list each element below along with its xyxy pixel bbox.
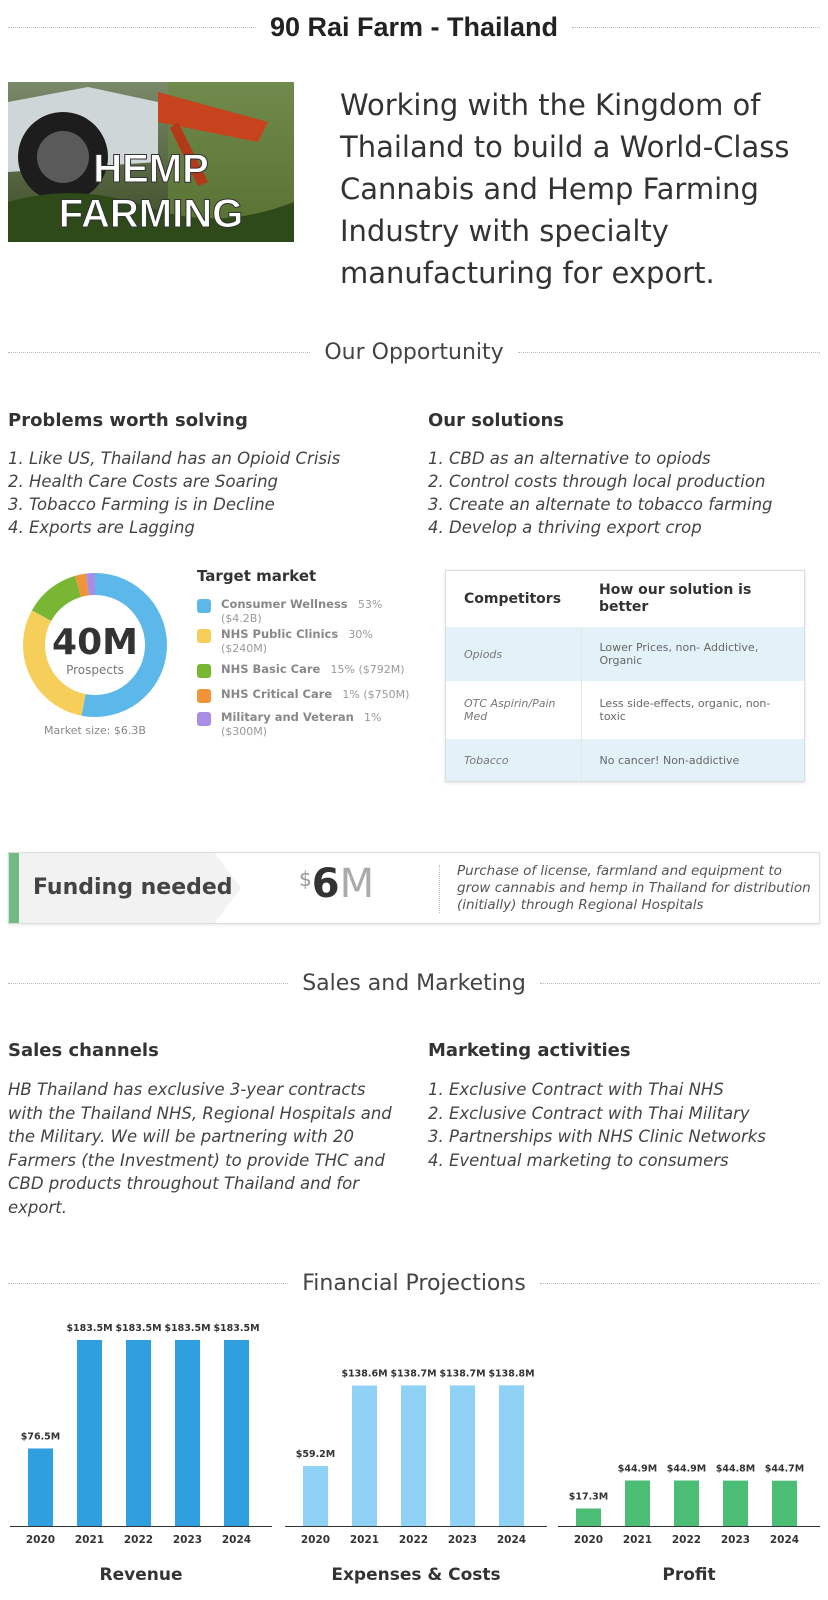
list-item: 3. Partnerships with NHS Clinic Networks xyxy=(428,1127,766,1146)
hero-tagline: Working with the Kingdom of Thailand to build a World-Class Cannabis and Hemp Farming Industry with specialty manufacturing for export. xyxy=(340,88,790,290)
competitor-cell: Opiods xyxy=(446,627,581,681)
competitors-table-card xyxy=(445,570,805,782)
table-row xyxy=(446,681,804,739)
column-header-competitors: Competitors xyxy=(464,590,562,607)
list-item: 4. Eventual marketing to consumers xyxy=(428,1150,729,1170)
funding-description: Purchase of license, farmland and equipment to grow cannabis and hemp in Thailand for distribution (initially) through Regional Hospitals xyxy=(457,863,811,913)
legend-swatch xyxy=(197,599,211,613)
data-label: $138.7M xyxy=(439,1368,486,1380)
data-label: $59.2M xyxy=(295,1448,336,1460)
table-row xyxy=(446,627,804,681)
bar xyxy=(499,1385,524,1526)
bar xyxy=(576,1508,601,1526)
legend-share: 1% xyxy=(364,711,382,724)
x-tick-label: 2024 xyxy=(221,1534,252,1546)
section-heading-sales xyxy=(8,968,820,998)
list-item: 2. Control costs through local production xyxy=(428,472,766,491)
bar xyxy=(352,1386,377,1526)
donut-center-label: Prospects xyxy=(66,663,124,677)
legend-swatch xyxy=(197,712,211,726)
marketing-list xyxy=(428,1078,818,1172)
bar xyxy=(625,1480,650,1526)
rule-left xyxy=(8,983,288,984)
x-tick-label: 2022 xyxy=(671,1534,702,1546)
data-label: $138.6M xyxy=(341,1368,388,1380)
advantage-cell: Less side-effects, organic, non-toxic xyxy=(599,697,771,723)
legend-name: Consumer Wellness xyxy=(221,597,348,611)
competitors-table xyxy=(446,571,804,781)
legend-swatch xyxy=(197,689,211,703)
x-tick-label: 2020 xyxy=(25,1534,56,1546)
legend-swatch xyxy=(197,664,211,678)
data-label: $44.8M xyxy=(715,1463,756,1475)
legend-share: 53% xyxy=(357,598,383,611)
list-item: 3. Create an alternate to tobacco farming xyxy=(428,495,773,514)
rule-right xyxy=(540,983,820,984)
legend-name: NHS Critical Care xyxy=(221,687,333,701)
data-label: $183.5M xyxy=(115,1323,162,1334)
legend-value: ($4.2B) xyxy=(221,612,262,625)
market-size: Market size: $6.3B xyxy=(44,724,146,737)
legend-share: 1% ($750M) xyxy=(342,688,410,701)
expenses-bar-chart xyxy=(285,1330,547,1550)
profit-chart-title: Profit xyxy=(662,1565,716,1585)
funding-label: Funding needed xyxy=(33,875,233,900)
bar xyxy=(77,1340,102,1526)
funding-number: 6 xyxy=(311,861,340,907)
x-tick-label: 2021 xyxy=(622,1534,653,1546)
data-label: $76.5M xyxy=(20,1431,61,1443)
revenue-chart-title: Revenue xyxy=(99,1565,183,1585)
x-tick-label: 2022 xyxy=(398,1534,429,1546)
bar xyxy=(126,1340,151,1526)
x-tick-label: 2023 xyxy=(447,1534,478,1546)
funding-currency: $ xyxy=(299,867,312,891)
problems-heading: Problems worth solving xyxy=(8,410,248,431)
title-rule-left xyxy=(8,27,256,28)
x-tick-label: 2024 xyxy=(496,1534,527,1546)
advantage-cell: No cancer! Non-addictive xyxy=(581,739,804,781)
funding-divider xyxy=(439,865,440,913)
list-item: 2. Exclusive Contract with Thai Military xyxy=(428,1103,750,1123)
legend-name: NHS Public Clinics xyxy=(221,627,339,641)
bar xyxy=(224,1340,249,1526)
competitor-cell: OTC Aspirin/Pain Med xyxy=(446,681,581,739)
data-label: $44.9M xyxy=(617,1463,658,1475)
revenue-bar-chart xyxy=(10,1323,272,1550)
legend-name: Military and Veteran xyxy=(221,710,354,724)
section-heading-financials xyxy=(8,1268,820,1298)
x-tick-label: 2021 xyxy=(349,1534,380,1546)
bar xyxy=(175,1340,200,1526)
x-tick-label: 2024 xyxy=(769,1534,800,1546)
list-item: 3. Tobacco Farming is in Decline xyxy=(8,495,275,514)
competitor-cell: Tobacco xyxy=(446,739,581,781)
legend-share: 15% ($792M) xyxy=(330,663,405,676)
bar xyxy=(674,1480,699,1526)
list-item: 1. Like US, Thailand has an Opioid Crisis xyxy=(8,449,341,468)
page-title-row xyxy=(8,12,820,42)
legend-value: ($240M) xyxy=(221,642,268,655)
list-item: 4. Develop a thriving export crop xyxy=(428,518,702,537)
legend-name: NHS Basic Care xyxy=(221,662,321,676)
bar xyxy=(772,1481,797,1526)
solutions-list xyxy=(428,447,818,539)
legend-share: 30% xyxy=(348,628,373,641)
list-item: 1. Exclusive Contract with Thai NHS xyxy=(428,1080,724,1099)
funding-accent-bar xyxy=(9,853,19,923)
list-item: 2. Health Care Costs are Soaring xyxy=(8,472,279,491)
sales-channels-text: HB Thailand has exclusive 3-year contracts with the Thailand NHS, Regional Hospitals and the Military. We will be partnering with 20 Farmers (the Investment) to provide THC and CBD products throughout Thailand and for export. xyxy=(8,1080,392,1217)
funding-needed-card xyxy=(8,852,820,924)
legend-value: ($300M) xyxy=(221,725,268,738)
legend-item xyxy=(197,687,412,710)
data-label: $138.8M xyxy=(488,1368,535,1380)
target-market-donut xyxy=(20,570,170,720)
column-header-advantage: How our solution is better xyxy=(599,582,752,615)
table-row xyxy=(446,739,804,781)
data-label: $138.7M xyxy=(390,1368,437,1380)
data-label: $183.5M xyxy=(164,1323,211,1334)
donut-slice xyxy=(32,576,81,621)
x-tick-label: 2022 xyxy=(123,1534,154,1546)
legend-item xyxy=(197,597,412,627)
advantage-cell: Lower Prices, non- Addictive, Organic xyxy=(581,627,804,681)
legend-swatch xyxy=(197,629,211,643)
hemp-farming-image xyxy=(8,82,294,242)
page-title: 90 Rai Farm - Thailand xyxy=(269,11,559,42)
legend-item xyxy=(197,662,412,687)
bar xyxy=(723,1481,748,1526)
bar xyxy=(401,1385,426,1526)
rule-right xyxy=(518,352,820,353)
x-tick-label: 2023 xyxy=(720,1534,751,1546)
x-tick-label: 2020 xyxy=(573,1534,604,1546)
table-header-row xyxy=(446,571,804,627)
image-text-hemp: HEMP xyxy=(93,147,209,191)
legend-item xyxy=(197,627,412,662)
list-item: 1. CBD as an alternative to opiods xyxy=(428,449,711,468)
expenses-chart-title: Expenses & Costs xyxy=(331,1565,501,1585)
title-rule-right xyxy=(572,27,820,28)
data-label: $183.5M xyxy=(213,1323,260,1334)
problems-list xyxy=(8,447,408,539)
data-label: $44.7M xyxy=(764,1463,805,1475)
legend-item xyxy=(197,710,412,740)
profit-bar-chart xyxy=(558,1330,820,1550)
data-label: $44.9M xyxy=(666,1463,707,1475)
marketing-heading: Marketing activities xyxy=(428,1040,631,1061)
sales-heading: Sales and Marketing xyxy=(302,970,526,996)
x-tick-label: 2023 xyxy=(172,1534,203,1546)
target-market-heading: Target market xyxy=(197,567,317,585)
funding-amount xyxy=(299,861,419,907)
target-market-legend xyxy=(197,597,412,740)
image-text-farming: FARMING xyxy=(58,192,244,236)
list-item: 4. Exports are Lagging xyxy=(8,518,195,537)
donut-center-value: 40M xyxy=(52,622,138,663)
rule-right xyxy=(540,1283,820,1284)
x-tick-label: 2020 xyxy=(300,1534,331,1546)
bar xyxy=(28,1448,53,1526)
sales-channels-heading: Sales channels xyxy=(8,1040,159,1061)
data-label: $183.5M xyxy=(66,1323,113,1334)
rule-left xyxy=(8,1283,288,1284)
bar xyxy=(450,1385,475,1526)
rule-left xyxy=(8,352,310,353)
solutions-heading: Our solutions xyxy=(428,410,564,431)
bar xyxy=(303,1466,328,1526)
financials-heading: Financial Projections xyxy=(302,1270,526,1296)
opportunity-heading: Our Opportunity xyxy=(324,339,504,365)
data-label: $17.3M xyxy=(568,1491,609,1503)
x-tick-label: 2021 xyxy=(74,1534,105,1546)
section-heading-opportunity xyxy=(8,337,820,367)
funding-suffix: M xyxy=(339,861,375,907)
